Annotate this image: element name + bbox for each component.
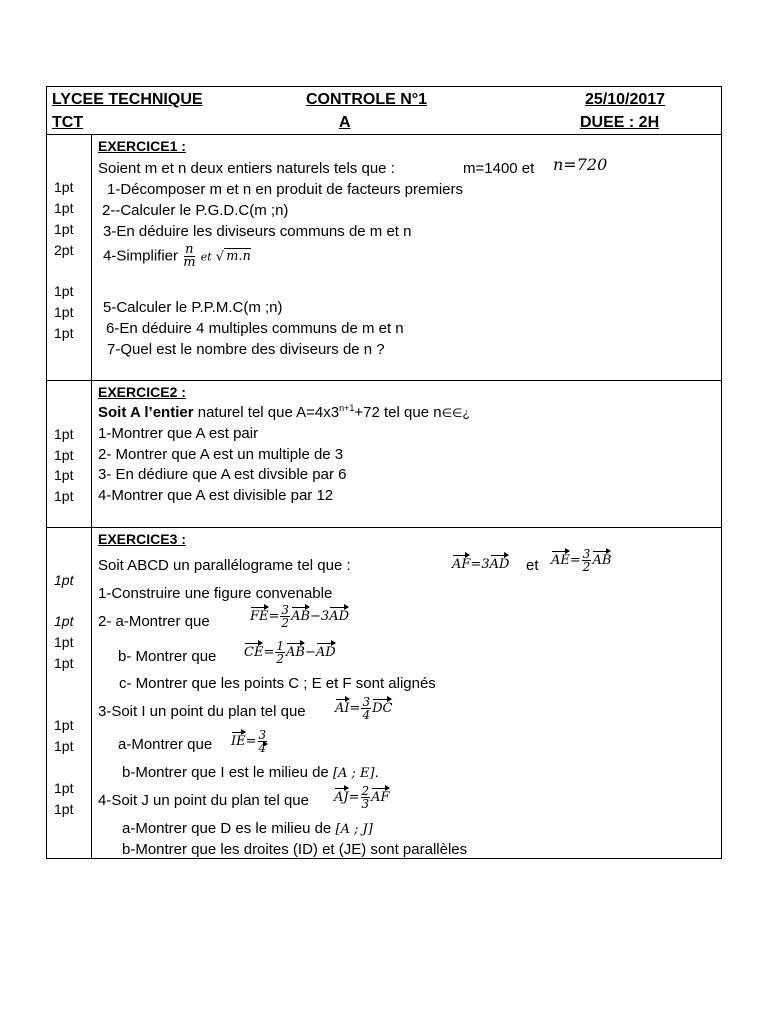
ex1-q6: 6-En déduire 4 multiples communs de m et n — [106, 320, 404, 337]
ex2-q4: 4-Montrer que A est divisible par 12 — [98, 487, 334, 504]
ex3-q3a-eq: IE= $\frac{3}{4}$ — [231, 728, 267, 755]
vector-af: AF — [371, 786, 389, 807]
exam-version: A — [339, 114, 351, 131]
ex3-q2c: c- Montrer que les points C ; E et F sont alignés — [119, 675, 436, 692]
points-column-divider — [91, 134, 92, 859]
ex1-q5: 5-Calculer le P.P.M.C(m ;n) — [103, 299, 283, 316]
vector-ae: AE — [551, 549, 570, 570]
ex3-q4a — [122, 820, 373, 839]
ex3-points-q4b: 1pt — [54, 801, 74, 817]
ex2-divider — [46, 527, 722, 528]
ex3-q2a: 2- a-Montrer que — [98, 613, 210, 630]
fraction-numerator: 3 — [281, 603, 290, 617]
ex3-title: EXERCICE3 : — [98, 531, 186, 547]
ex3-eq2: AE= $\frac{3}{2}$ AB — [551, 547, 612, 574]
q2a-fraction — [280, 604, 290, 629]
ex3-q2b-eq: CE= $\frac{1}{2}$ AB−AD — [244, 639, 336, 666]
ex3-q3b-label: b-Montrer que I est le milieu de — [122, 764, 329, 781]
ex3-q4: 4-Soit J un point du plan tel que — [98, 792, 309, 809]
ex1-q4 — [103, 244, 251, 269]
class-name: TCT — [52, 114, 84, 131]
ex2-q2: 2- Montrer que A est un multiple de 3 — [98, 446, 344, 463]
fraction-denominator: 4 — [258, 741, 267, 755]
ex1-m-value: m=1400 et — [463, 160, 535, 177]
ex3-q4b: b-Montrer que les droites (ID) et (JE) sont parallèles — [122, 841, 468, 858]
ex3-q3b-end: . — [374, 764, 379, 781]
vector-ie: IE — [231, 730, 246, 751]
ex2-intro-b: +72 tel que n — [354, 404, 442, 421]
fraction-denominator: 2 — [582, 560, 591, 574]
fraction-denominator: 2 — [281, 616, 290, 630]
ex1-intro: Soient m et n deux entiers naturels tels que : — [98, 160, 395, 177]
vector-ab: AB — [291, 605, 310, 626]
fraction-numerator: 3 — [258, 728, 267, 742]
q2b-fraction — [275, 640, 285, 665]
ex1-points-q7: 1pt — [54, 325, 74, 341]
ex1-divider — [46, 380, 722, 381]
ex1-q1: 1-Décomposer m et n en produit de facteurs premiers — [107, 181, 463, 198]
vector-ad: AD — [490, 553, 510, 574]
ex3-points-q3b: 1pt — [54, 738, 74, 754]
element-of-icon: ∈∈¿ — [441, 406, 470, 420]
ex3-q4-eq: AJ= $\frac{2}{3}$ AF — [334, 784, 390, 811]
ex3-q3: 3-Soit I un point du plan tel que — [98, 703, 306, 720]
exam-title: CONTROLE N°1 — [306, 91, 428, 108]
ex2-intro — [98, 404, 470, 422]
ex3-q4a-label: a-Montrer que D es le milieu de — [122, 820, 332, 837]
fraction-numerator: 2 — [361, 784, 370, 798]
ex3-points-q2a: 1pt — [54, 613, 74, 629]
q2a-operator: −3 — [310, 609, 330, 624]
vector-ad: AD — [329, 605, 349, 626]
ex2-title: EXERCICE2 : — [98, 384, 186, 400]
ex1-title: EXERCICE1 : — [98, 138, 186, 154]
vector-aj: AJ — [334, 786, 349, 807]
school-name: LYCEE TECHNIQUE — [52, 91, 203, 108]
ex2-points-q2: 1pt — [54, 447, 74, 463]
ex1-q4-sqrt-content: m.n — [226, 249, 251, 265]
ex1-q7: 7-Quel est le nombre des diviseurs de n ? — [107, 341, 385, 358]
ex1-q4-label: 4-Simplifier — [103, 247, 179, 265]
ex1-points-q6: 1pt — [54, 304, 74, 320]
ex2-q3: 3- En dédiure que A est divsible par 6 — [98, 466, 347, 483]
ex3-q2b: b- Montrer que — [118, 648, 217, 665]
fraction-denominator: 3 — [361, 797, 370, 811]
ex1-q4-et: et — [200, 250, 212, 264]
ex2-points-q1: 1pt — [54, 426, 74, 442]
vector-ad: AD — [316, 641, 336, 662]
vector-fe: FE — [250, 605, 269, 626]
header-divider — [46, 134, 722, 135]
q4-fraction — [361, 785, 371, 810]
ex1-q4-fraction — [183, 244, 195, 269]
ex2-q1: 1-Montrer que A est pair — [98, 425, 259, 442]
fraction-denominator: 2 — [276, 652, 284, 666]
q2b-operator: − — [304, 645, 316, 660]
eq1-operator: =3 — [470, 557, 490, 572]
fraction-numerator: 1 — [276, 639, 284, 653]
vector-ai: AI — [335, 697, 350, 718]
ex1-q3: 3-En déduire les diviseurs communs de m et n — [103, 223, 412, 240]
ex1-n-value: n=720 — [553, 155, 608, 174]
ex3-points-q3a: 1pt — [54, 717, 74, 733]
ex1-points-q3: 1pt — [54, 221, 74, 237]
ex1-q2: 2--Calculer le P.G.D.C(m ;n) — [102, 202, 289, 219]
ex3-points-q4a: 1pt — [54, 780, 74, 796]
ex3-points-q2b: 1pt — [54, 634, 74, 650]
ex2-intro-a: naturel tel que A=4x3 — [193, 404, 340, 421]
fraction-denominator: m — [183, 255, 196, 270]
ex2-points-q4: 1pt — [54, 488, 74, 504]
fraction-numerator: 3 — [582, 547, 591, 561]
ex3-points-q1: 1pt — [54, 572, 74, 588]
ex3-q3a: a-Montrer que — [118, 736, 213, 753]
ex3-q2a-eq: FE= $\frac{3}{2}$ AB−3AD — [250, 603, 349, 630]
ex3-q3b — [122, 764, 379, 783]
ex1-points-q2: 1pt — [54, 200, 74, 216]
ex2-intro-exponent: n+1 — [339, 403, 355, 413]
vector-af: AF — [452, 553, 470, 574]
exam-date: 25/10/2017 — [585, 91, 666, 108]
ex2-intro-bold: Soit A l’entier — [98, 404, 194, 421]
ex3-q1: 1-Construire une figure convenable — [98, 585, 333, 602]
eq2-fraction — [582, 548, 592, 573]
ex3-intro: Soit ABCD un parallélograme tel que : — [98, 557, 351, 574]
exam-duration: DUEE : 2H — [580, 114, 660, 131]
ex1-points-q1: 1pt — [54, 179, 74, 195]
fraction-denominator: 4 — [362, 708, 371, 722]
vector-ab: AB — [592, 549, 611, 570]
ex1-points-q5: 1pt — [54, 283, 74, 299]
ex3-q3b-segment: [A ; E] — [332, 766, 375, 781]
q3-fraction — [361, 696, 371, 721]
ex3-eq1 — [452, 553, 509, 574]
fraction-numerator: 3 — [362, 695, 371, 709]
ex3-q3-eq: AI= $\frac{3}{4}$ DC — [335, 695, 393, 722]
ex2-intro-symbol — [442, 406, 470, 420]
ex3-eq-et: et — [526, 557, 539, 574]
sqrt-icon: √ — [215, 249, 225, 265]
fraction-numerator: n — [185, 242, 194, 257]
vector-dc: DC — [372, 697, 392, 718]
ex3-q4a-segment: [A ; J] — [335, 822, 373, 837]
vector-ce: CE — [244, 641, 263, 662]
ex2-points-q3: 1pt — [54, 467, 74, 483]
ex1-points-q4: 2pt — [54, 242, 74, 258]
ex3-points-q2c: 1pt — [54, 655, 74, 671]
vector-ab: AB — [286, 641, 305, 662]
